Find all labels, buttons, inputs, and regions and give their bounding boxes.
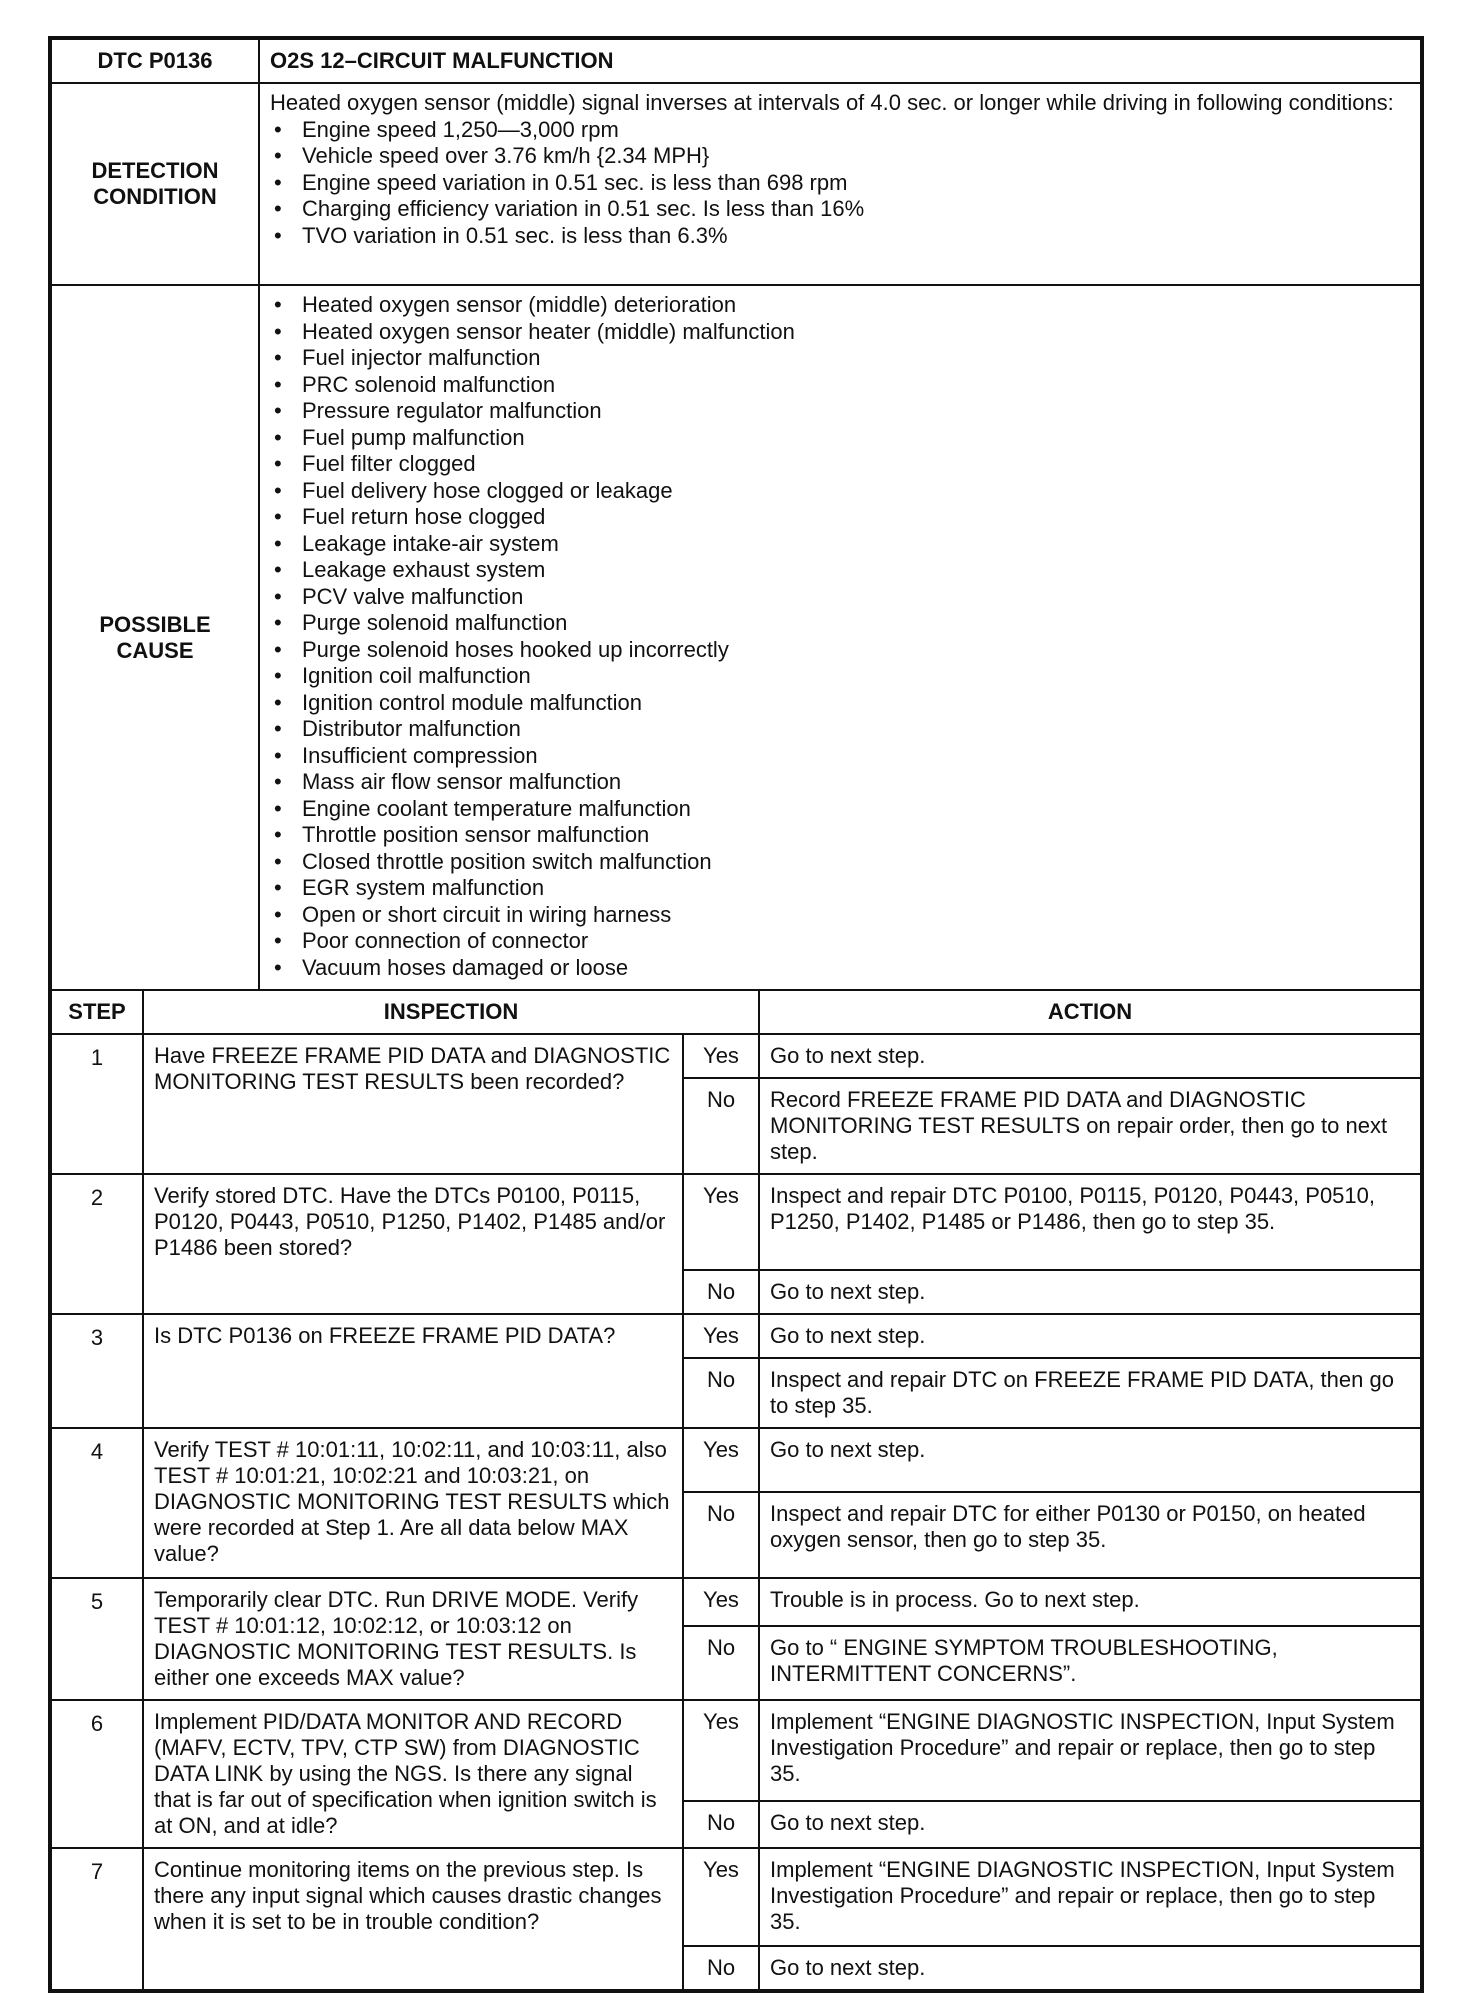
cause-item: • Leakage intake-air system <box>270 531 1410 558</box>
step-inspection: Temporarily clear DTC. Run DRIVE MODE. Verify TEST # 10:01:12, 10:02:12, or 10:03:12 on DIAGNOSTIC MONITORING TEST RESULTS. Is either one exceeds MAX value? <box>143 1578 683 1700</box>
yes-action: Inspect and repair DTC P0100, P0115, P0120, P0443, P0510, P1250, P1402, P1485 or P1486, then go to step 35. <box>759 1174 1421 1270</box>
step-number: 1 <box>51 1034 143 1174</box>
cause-item: • Closed throttle position switch malfunction <box>270 849 1410 876</box>
yes-label: Yes <box>683 1314 759 1358</box>
cause-item: • Purge solenoid hoses hooked up incorrectly <box>270 637 1410 664</box>
step-inspection: Continue monitoring items on the previous step. Is there any input signal which causes drastic changes when it is set to be in trouble condition? <box>143 1848 683 1990</box>
cause-item: • Fuel return hose clogged <box>270 504 1410 531</box>
no-action: Go to next step. <box>759 1801 1421 1848</box>
cause-item: • Fuel injector malfunction <box>270 345 1410 372</box>
cause-item: • Fuel pump malfunction <box>270 425 1410 452</box>
step-row <box>51 1034 1421 1078</box>
cause-item: • Pressure regulator malfunction <box>270 398 1410 425</box>
col-header-step: STEP <box>51 990 143 1034</box>
detection-list <box>270 117 1410 250</box>
yes-label: Yes <box>683 1428 759 1492</box>
possible-cause-label <box>51 285 259 990</box>
step-number: 2 <box>51 1174 143 1314</box>
no-action: Go to next step. <box>759 1946 1421 1990</box>
yes-label: Yes <box>683 1174 759 1270</box>
step-number: 5 <box>51 1578 143 1700</box>
possible-cause-label-line1: POSSIBLE <box>99 611 211 637</box>
detection-label-line1: DETECTION <box>91 158 219 183</box>
yes-label: Yes <box>683 1848 759 1946</box>
possible-cause-content <box>259 285 1421 990</box>
no-action: Inspect and repair DTC on FREEZE FRAME PID DATA, then go to step 35. <box>759 1358 1421 1428</box>
no-label: No <box>683 1801 759 1848</box>
dtc-code: DTC P0136 <box>51 39 259 83</box>
detection-item: • TVO variation in 0.51 sec. is less than 6.3% <box>270 223 1410 250</box>
dtc-info-table <box>50 38 1422 991</box>
cause-item: • EGR system malfunction <box>270 875 1410 902</box>
cause-item: • Ignition control module malfunction <box>270 690 1410 717</box>
cause-item: • Vacuum hoses damaged or loose <box>270 955 1410 982</box>
cause-item: • Mass air flow sensor malfunction <box>270 769 1410 796</box>
no-label: No <box>683 1078 759 1174</box>
no-label: No <box>683 1358 759 1428</box>
cause-item: • Distributor malfunction <box>270 716 1410 743</box>
detection-item: • Engine speed variation in 0.51 sec. is less than 698 rpm <box>270 170 1410 197</box>
cause-item: • PRC solenoid malfunction <box>270 372 1410 399</box>
no-action: Go to “ ENGINE SYMPTOM TROUBLESHOOTING, INTERMITTENT CONCERNS”. <box>759 1626 1421 1700</box>
step-row <box>51 1848 1421 1946</box>
yes-label: Yes <box>683 1700 759 1801</box>
possible-cause-label-line2: CAUSE <box>116 637 194 663</box>
no-label: No <box>683 1626 759 1700</box>
cause-item: • Heated oxygen sensor heater (middle) malfunction <box>270 319 1410 346</box>
col-header-action: ACTION <box>759 990 1421 1034</box>
step-number: 7 <box>51 1848 143 1990</box>
cause-item: • Ignition coil malfunction <box>270 663 1410 690</box>
col-header-inspection: INSPECTION <box>143 990 759 1034</box>
no-label: No <box>683 1270 759 1314</box>
cause-item: • Engine coolant temperature malfunction <box>270 796 1410 823</box>
step-inspection: Implement PID/DATA MONITOR AND RECORD (MAFV, ECTV, TPV, CTP SW) from DIAGNOSTIC DATA LINK by using the NGS. Is there any signal that is far out of specification when ignition switch is at ON, and at idle? <box>143 1700 683 1848</box>
no-action: Go to next step. <box>759 1270 1421 1314</box>
detection-condition-content <box>259 83 1421 285</box>
yes-label: Yes <box>683 1578 759 1626</box>
detection-item: • Engine speed 1,250—3,000 rpm <box>270 117 1410 144</box>
diagnostic-sheet <box>48 36 1424 1993</box>
detection-intro: Heated oxygen sensor (middle) signal inverses at intervals of 4.0 sec. or longer while driving in following conditions: <box>270 90 1394 115</box>
yes-label: Yes <box>683 1034 759 1078</box>
no-action: Record FREEZE FRAME PID DATA and DIAGNOSTIC MONITORING TEST RESULTS on repair order, then go to next step. <box>759 1078 1421 1174</box>
cause-item: • Poor connection of connector <box>270 928 1410 955</box>
step-row <box>51 1428 1421 1492</box>
no-action: Inspect and repair DTC for either P0130 or P0150, on heated oxygen sensor, then go to step 35. <box>759 1492 1421 1578</box>
cause-item: • PCV valve malfunction <box>270 584 1410 611</box>
dtc-title: O2S 12–CIRCUIT MALFUNCTION <box>259 39 1421 83</box>
step-row <box>51 1314 1421 1358</box>
step-number: 4 <box>51 1428 143 1578</box>
cause-item: • Insufficient compression <box>270 743 1410 770</box>
cause-item: • Leakage exhaust system <box>270 557 1410 584</box>
cause-item: • Open or short circuit in wiring harness <box>270 902 1410 929</box>
yes-action: Go to next step. <box>759 1034 1421 1078</box>
detection-label-line2: CONDITION <box>93 184 217 209</box>
detection-condition-label <box>51 83 259 285</box>
detection-item: • Vehicle speed over 3.76 km/h {2.34 MPH} <box>270 143 1410 170</box>
possible-cause-list <box>270 292 1410 981</box>
step-number: 3 <box>51 1314 143 1428</box>
yes-action: Implement “ENGINE DIAGNOSTIC INSPECTION, Input System Investigation Procedure” and repair or replace, then go to step 35. <box>759 1848 1421 1946</box>
cause-item: • Throttle position sensor malfunction <box>270 822 1410 849</box>
yes-action: Go to next step. <box>759 1428 1421 1492</box>
cause-item: • Purge solenoid malfunction <box>270 610 1410 637</box>
yes-action: Implement “ENGINE DIAGNOSTIC INSPECTION, Input System Investigation Procedure” and repair or replace, then go to step 35. <box>759 1700 1421 1801</box>
cause-item: • Fuel filter clogged <box>270 451 1410 478</box>
cause-item: • Heated oxygen sensor (middle) deterioration <box>270 292 1410 319</box>
yes-action: Trouble is in process. Go to next step. <box>759 1578 1421 1626</box>
step-row <box>51 1700 1421 1801</box>
detection-item: • Charging efficiency variation in 0.51 sec. Is less than 16% <box>270 196 1410 223</box>
step-row <box>51 1578 1421 1626</box>
step-inspection: Verify stored DTC. Have the DTCs P0100, P0115, P0120, P0443, P0510, P1250, P1402, P1485 and/or P1486 been stored? <box>143 1174 683 1314</box>
step-inspection: Verify TEST # 10:01:11, 10:02:11, and 10:03:11, also TEST # 10:01:21, 10:02:21 and 10:03:21, on DIAGNOSTIC MONITORING TEST RESULTS which were recorded at Step 1. Are all data below MAX value? <box>143 1428 683 1578</box>
step-inspection: Is DTC P0136 on FREEZE FRAME PID DATA? <box>143 1314 683 1428</box>
yes-action: Go to next step. <box>759 1314 1421 1358</box>
cause-item: • Fuel delivery hose clogged or leakage <box>270 478 1410 505</box>
no-label: No <box>683 1492 759 1578</box>
step-row <box>51 1174 1421 1270</box>
inspection-steps-table <box>50 989 1422 1991</box>
step-inspection: Have FREEZE FRAME PID DATA and DIAGNOSTIC MONITORING TEST RESULTS been recorded? <box>143 1034 683 1174</box>
no-label: No <box>683 1946 759 1990</box>
step-number: 6 <box>51 1700 143 1848</box>
